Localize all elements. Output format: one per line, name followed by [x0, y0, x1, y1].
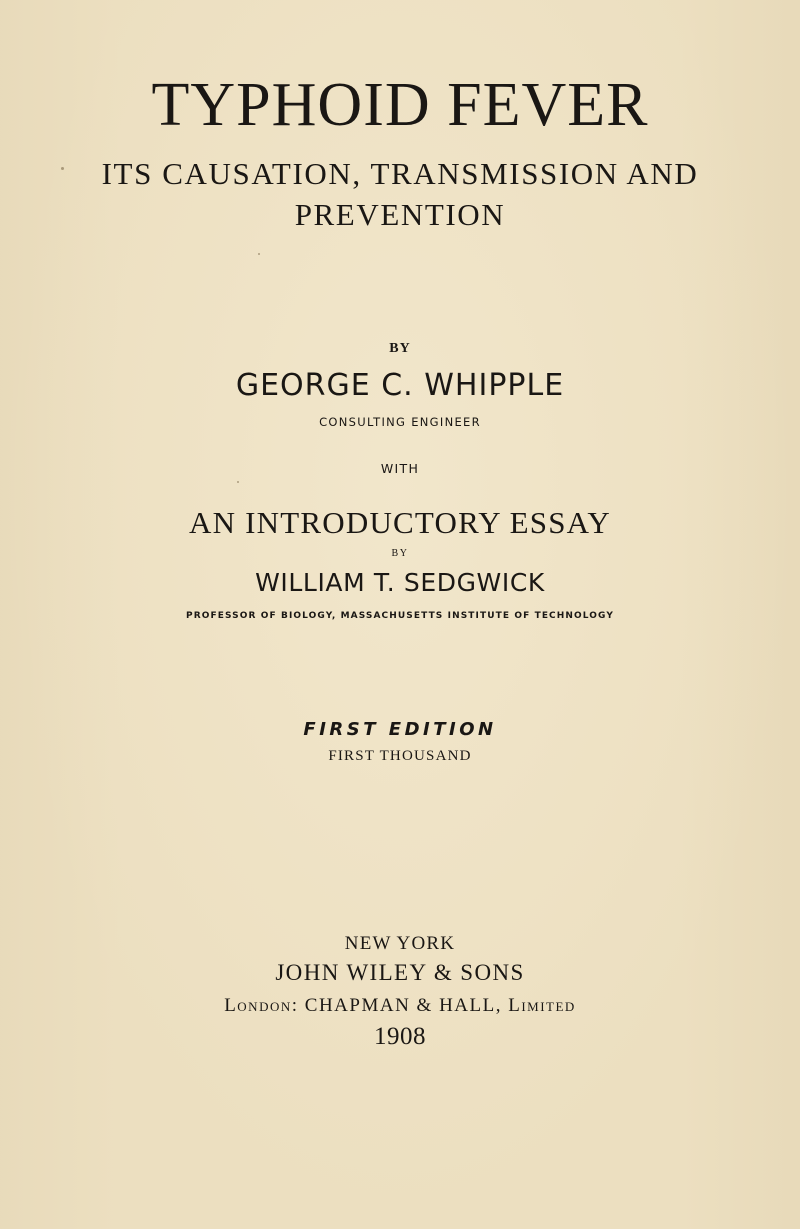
london-separator: :: [291, 995, 305, 1016]
london-label: London: [224, 995, 292, 1016]
author-role: CONSULTING ENGINEER: [319, 415, 481, 429]
london-suffix: Limited: [508, 995, 576, 1016]
printing-label: FIRST THOUSAND: [328, 748, 472, 764]
imprint-year: 1908: [374, 1023, 426, 1050]
subtitle-line-1: ITS CAUSATION, TRANSMISSION AND: [101, 156, 699, 191]
author-by-label: BY: [389, 341, 411, 356]
paper-speck: [258, 253, 260, 255]
essay-by-label: BY: [391, 548, 409, 559]
essayist-name: WILLIAM T. SEDGWICK: [255, 568, 545, 597]
essay-heading: AN INTRODUCTORY ESSAY: [189, 505, 611, 540]
subtitle-line-2: PREVENTION: [294, 197, 506, 232]
london-publisher: CHAPMAN & HALL,: [304, 995, 509, 1016]
author-name: GEORGE C. WHIPPLE: [235, 368, 565, 403]
book-title: TYPHOID FEVER: [151, 71, 649, 139]
imprint-publisher: JOHN WILEY & SONS: [275, 960, 525, 985]
paper-speck: [237, 481, 239, 483]
paper-speck: [61, 167, 64, 170]
imprint-city: NEW YORK: [344, 933, 456, 954]
with-label: WITH: [380, 461, 420, 476]
edition-label: FIRST EDITION: [303, 719, 497, 740]
imprint-london-line: [0, 994, 800, 1018]
essayist-role: PROFESSOR OF BIOLOGY, MASSACHUSETTS INSTITUTE OF TECHNOLOGY: [186, 611, 614, 621]
